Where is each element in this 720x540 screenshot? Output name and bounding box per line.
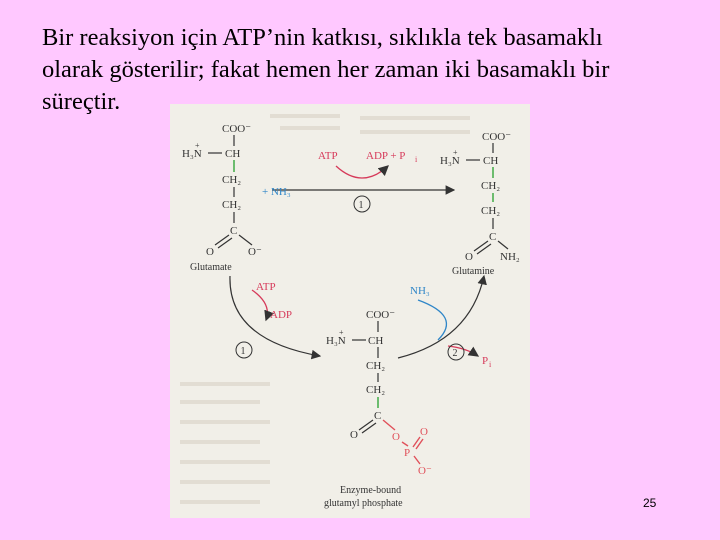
glutamate-plus: + [195, 141, 200, 150]
top-reaction [262, 150, 454, 212]
heading-line-1: Bir reaksiyon için ATP’nin katkısı, sıklıkla tek basamaklı [42, 24, 603, 51]
glutamine-nh2: NH₂ [500, 251, 520, 263]
left-adp-label: ADP [270, 309, 293, 321]
reaction-figure [170, 104, 530, 518]
intermediate-plus: + [339, 328, 344, 337]
left-reaction [230, 276, 320, 358]
left-atp-curve [252, 290, 267, 320]
top-adp-pi-label: ADP + P [366, 150, 406, 162]
glutamyl-phosphate-molecule [324, 309, 432, 509]
heading-line-2: olarak gösterilir; fakat hemen her zaman iki basamaklı bir [42, 56, 610, 83]
intermediate-ch2a: CH₂ [366, 360, 386, 372]
glutamine-ch2b: CH₂ [481, 205, 501, 217]
intermediate-p: P [404, 447, 411, 459]
intermediate-ch: CH [368, 335, 384, 347]
glutamine-molecule [440, 131, 520, 277]
heading-line-3: süreçtir. [42, 88, 121, 115]
intermediate-label-line1: Enzyme-bound [340, 485, 402, 496]
glutamate-ominus: O⁻ [248, 246, 262, 258]
right-pi-subscript: i [489, 360, 492, 369]
glutamate-molecule [182, 123, 262, 273]
intermediate-label-line2: glutamyl phosphate [324, 498, 403, 509]
glutamate-ch: CH [225, 148, 241, 160]
intermediate-o: O [350, 429, 358, 441]
glutamine-ch2a: CH₂ [481, 180, 501, 192]
glutamate-h3n: H₃N [182, 148, 202, 160]
glutamine-ch: CH [483, 155, 499, 167]
glutamine-o: O [465, 251, 473, 263]
right-nh3-curve [418, 300, 446, 340]
right-pi-label: P [482, 355, 489, 367]
right-nh3-label: NH₃ [410, 285, 430, 297]
left-atp-label: ATP [256, 281, 276, 293]
glutamate-coo: COO⁻ [222, 123, 252, 135]
intermediate-c: C [374, 410, 382, 422]
glutamine-plus: + [453, 148, 458, 157]
page-number: 25 [643, 496, 657, 510]
reaction-diagram [170, 104, 530, 518]
intermediate-p-ominus: O⁻ [418, 465, 432, 477]
glutamine-coo: COO⁻ [482, 131, 512, 143]
glutamate-c: C [230, 225, 238, 237]
intermediate-coo: COO⁻ [366, 309, 396, 321]
top-atp-curve [336, 166, 388, 178]
glutamate-ch2a: CH₂ [222, 174, 242, 186]
glutamate-label: Glutamate [190, 262, 232, 273]
top-atp-label: ATP [318, 150, 338, 162]
intermediate-bridge-o: O [392, 431, 400, 443]
intermediate-ch2b: CH₂ [366, 384, 386, 396]
glutamine-c: C [489, 231, 497, 243]
right-step-number: 2 [452, 348, 458, 359]
top-pi-subscript: i [415, 155, 418, 164]
top-nh3-label: + NH₃ [262, 186, 291, 198]
glutamate-ch2b: CH₂ [222, 199, 242, 211]
intermediate-p-o: O [420, 426, 428, 438]
intermediate-h3n: H₃N [326, 335, 346, 347]
glutamine-h3n: H₃N [440, 155, 460, 167]
glutamate-o: O [206, 246, 214, 258]
right-reaction [398, 276, 492, 369]
glutamine-label: Glutamine [452, 266, 495, 277]
top-step-number: 1 [358, 200, 364, 211]
left-step-number: 1 [240, 346, 246, 357]
